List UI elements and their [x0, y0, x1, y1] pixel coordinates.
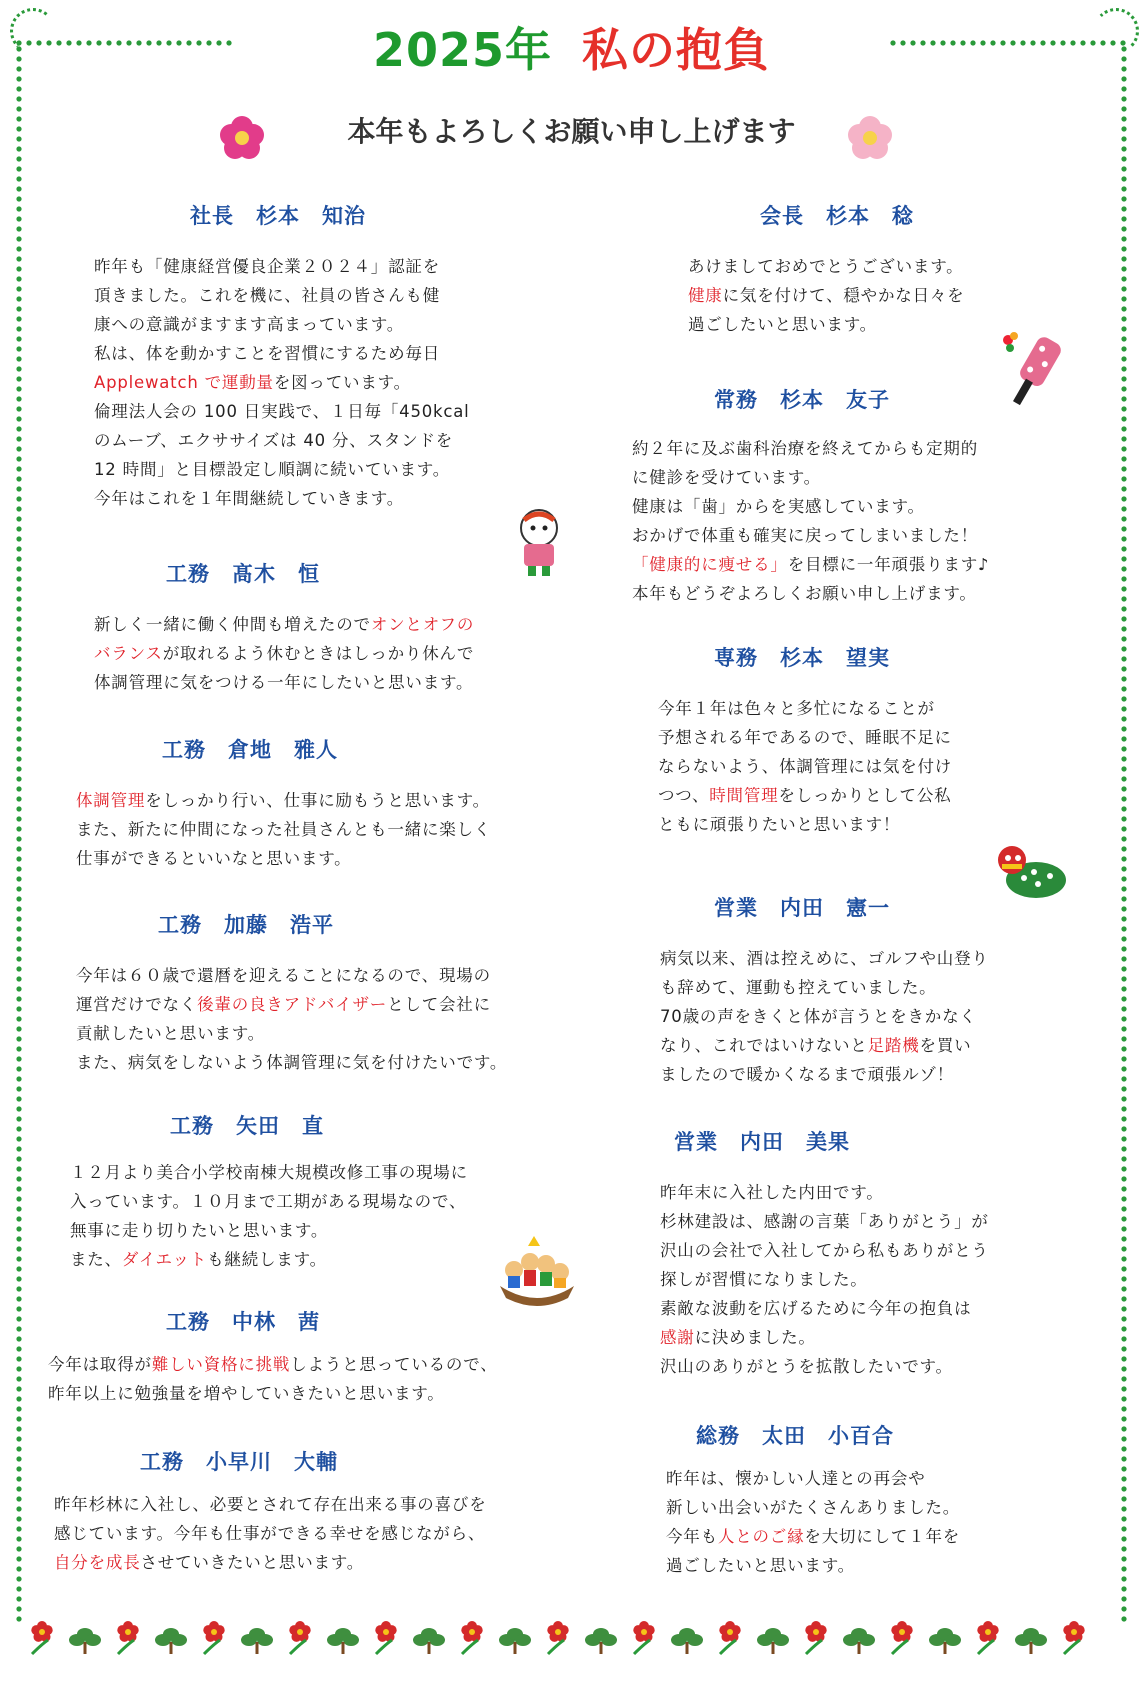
body-text: 体調管理に気をつける一年にしたいと思います。: [94, 673, 474, 692]
text-line: [660, 944, 989, 973]
text-line: [48, 1379, 498, 1408]
pine-sprig-icon: [413, 1628, 445, 1654]
body-text: １２月より美合小学校南棟大規模改修工事の現場に: [70, 1163, 468, 1182]
body-text: 12 時間」と目標設定し順調に続いています。: [94, 460, 451, 479]
text-line: [660, 1060, 989, 1089]
page-title: [0, 14, 1143, 80]
person-name: 工務 矢田 直: [170, 1114, 324, 1138]
text-line: [666, 1522, 960, 1551]
person-name: 工務 加藤 浩平: [158, 913, 334, 937]
kite-character-icon: [506, 506, 572, 578]
resolution-block: [658, 1126, 989, 1381]
text-line: [94, 639, 474, 668]
body-text: 入っています。１０月まで工期がある現場なので、: [70, 1192, 467, 1211]
body-text: なり、これではいけないと: [660, 1036, 868, 1055]
text-line: [660, 973, 989, 1002]
text-line: [94, 484, 470, 513]
text-line: [94, 310, 470, 339]
body-text: 今年も: [666, 1527, 718, 1546]
title-main: 私の抱負: [582, 23, 771, 77]
body-text: 今年１年は色々と多忙になることが: [658, 699, 935, 718]
text-line: [666, 1464, 960, 1493]
body-text: 昨年は、懐かしい人達との再会や: [666, 1469, 926, 1488]
plum-flower-icon: [203, 1621, 224, 1654]
text-line: [658, 752, 952, 781]
person-name: 工務 倉地 雅人: [162, 738, 338, 762]
lion-dance-icon: [994, 842, 1068, 902]
text-line: [48, 1350, 498, 1379]
plum-flower-icon: [31, 1621, 52, 1654]
text-line: [666, 1493, 960, 1522]
body-text: 病気以来、酒は控えめに、ゴルフや山登り: [660, 949, 989, 968]
resolution-text: [660, 944, 989, 1089]
body-text: も辞めて、運動も控えていました。: [660, 978, 937, 997]
resolution-text: [94, 252, 470, 513]
body-text: 頂きました。これを機に、社員の皆さんも健: [94, 286, 440, 305]
highlight-text: 健康: [688, 286, 723, 305]
body-text: 新しく一緒に働く仲間も増えたので: [94, 615, 371, 634]
plum-flower-icon: [633, 1621, 654, 1654]
pine-sprig-icon: [757, 1628, 789, 1654]
person-name: 専務 杉本 望実: [714, 646, 890, 670]
highlight-text: ダイエット: [121, 1250, 208, 1269]
body-text: 今年はこれを１年間継続していきます。: [94, 489, 405, 508]
body-text: 運営だけでなく: [76, 995, 198, 1014]
text-line: [76, 786, 491, 815]
plum-flower-icon: [719, 1621, 740, 1654]
plum-flower-icon: [805, 1621, 826, 1654]
text-line: [688, 252, 964, 281]
body-text: また、新たに仲間になった社員さんとも一緒に楽しく: [76, 820, 492, 839]
text-line: [94, 455, 470, 484]
text-line: [70, 1187, 468, 1216]
pine-sprig-icon: [327, 1628, 359, 1654]
body-text: として会社に: [387, 995, 491, 1014]
text-line: [632, 550, 989, 579]
highlight-text: 時間管理: [709, 786, 779, 805]
highlight-text: 足踏機: [867, 1036, 920, 1055]
highlight-text: オンとオフの: [370, 615, 475, 634]
text-line: [76, 1019, 507, 1048]
body-text: を買い: [919, 1036, 972, 1055]
body-text: 貢献したいと思います。: [76, 1024, 265, 1043]
resolution-text: [688, 252, 964, 339]
text-line: [632, 463, 989, 492]
body-text: を図っています。: [273, 373, 411, 392]
text-line: [660, 1352, 989, 1381]
body-text: も継続します。: [207, 1250, 327, 1269]
resolution-block: [688, 200, 964, 339]
text-line: [632, 434, 989, 463]
body-text: 昨年も「健康経営優良企業２０２４」認証を: [94, 257, 440, 276]
body-text: おかげで体重も確実に戻ってしまいました！: [632, 526, 978, 545]
resolution-block: [632, 384, 989, 608]
body-text: ならないよう、体調管理には気を付け: [658, 757, 953, 776]
body-text: つつ、: [658, 786, 710, 805]
hagoita-paddle-icon: [1000, 330, 1062, 410]
highlight-text: 体調管理: [76, 791, 146, 810]
highlight-text: 自分を成長: [54, 1553, 141, 1572]
text-line: [660, 1294, 989, 1323]
pine-sprig-icon: [1015, 1628, 1047, 1654]
resolution-block: [74, 909, 507, 1077]
person-name: 会長 杉本 稔: [760, 204, 914, 228]
text-line: [632, 492, 989, 521]
body-text: 沢山のありがとうを拡散したいです。: [660, 1357, 953, 1376]
text-line: [660, 1207, 989, 1236]
resolution-block: [48, 1306, 498, 1408]
resolution-block: [658, 892, 989, 1089]
pine-sprig-icon: [671, 1628, 703, 1654]
body-text: をしっかりとして公私: [778, 786, 952, 805]
body-text: 今年は６０歳で還暦を迎えることになるので、現場の: [76, 966, 491, 985]
resolution-text: [666, 1464, 960, 1580]
body-text: 感じています。今年も仕事ができる幸せを感じながら、: [54, 1524, 486, 1543]
plum-flower-icon: [461, 1621, 482, 1654]
resolution-block: [88, 200, 470, 513]
person-name: 総務 太田 小百合: [696, 1424, 894, 1448]
text-line: [76, 1048, 507, 1077]
text-line: [76, 990, 507, 1019]
highlight-text: Applewatch で運動量: [94, 373, 274, 392]
highlight-text: 後輩の良きアドバイザー: [197, 995, 388, 1014]
text-line: [70, 1216, 468, 1245]
text-line: [76, 815, 491, 844]
text-line: [632, 521, 989, 550]
body-text: ともに頑張りたいと思います！: [658, 815, 901, 834]
person-name: 営業 内田 憲一: [714, 896, 890, 920]
dotted-border-left: [16, 44, 22, 1624]
resolution-block: [54, 1446, 487, 1577]
body-text: 70歳の声をきくと体が言うとをきかなく: [660, 1007, 977, 1026]
body-text: 本年もどうぞよろしくお願い申し上げます。: [632, 584, 977, 603]
plum-flower-icon: [289, 1621, 310, 1654]
body-text: 仕事ができるといいなと思います。: [76, 849, 352, 868]
resolution-text: [632, 434, 989, 608]
plum-flower-icon: [1063, 1621, 1084, 1654]
plum-flower-icon: [848, 116, 892, 160]
text-line: [94, 426, 470, 455]
body-text: また、: [70, 1250, 122, 1269]
text-line: [94, 281, 470, 310]
text-line: [688, 281, 964, 310]
body-text: 沢山の会社で入社してから私もありがとう: [660, 1241, 989, 1260]
body-text: 昨年末に入社した内田です。: [660, 1183, 884, 1202]
body-text: 今年は取得が: [48, 1355, 152, 1374]
text-line: [658, 781, 952, 810]
resolution-block: [88, 558, 474, 697]
body-text: あけましておめでとうございます。: [688, 257, 964, 276]
body-text: させていきたいと思います。: [140, 1553, 365, 1572]
highlight-text: 「健康的に痩せる」: [632, 555, 788, 574]
body-text: を大切にして１年を: [804, 1527, 961, 1546]
body-text: 探しが習慣になりました。: [660, 1270, 868, 1289]
treasure-ship-icon: [494, 1232, 580, 1312]
resolution-block: [72, 734, 491, 873]
title-year: 2025年: [372, 23, 553, 77]
body-text: 健康は「歯」からを実感しています。: [632, 497, 925, 516]
person-name: 常務 杉本 友子: [714, 388, 890, 412]
resolution-text: [54, 1490, 487, 1577]
pine-sprig-icon: [69, 1628, 101, 1654]
text-line: [660, 1002, 989, 1031]
person-name: 工務 小早川 大輔: [140, 1450, 338, 1474]
text-line: [76, 844, 491, 873]
text-line: [658, 723, 952, 752]
resolution-text: [76, 786, 491, 873]
text-line: [660, 1265, 989, 1294]
text-line: [94, 610, 474, 639]
resolution-text: [48, 1350, 498, 1408]
plum-flower-icon: [977, 1621, 998, 1654]
body-text: 新しい出会いがたくさんありました。: [666, 1498, 961, 1517]
plum-flower-icon: [891, 1621, 912, 1654]
body-text: 康への意識がますます高まっています。: [94, 315, 405, 334]
body-text: 無事に走り切りたいと思います。: [70, 1221, 329, 1240]
body-text: 私は、体を動かすことを習慣にするため毎日: [94, 344, 440, 363]
pine-sprig-icon: [499, 1628, 531, 1654]
text-line: [94, 668, 474, 697]
body-text: 約２年に及ぶ歯科治療を終えてからも定期的: [632, 439, 978, 458]
resolution-block: [664, 1420, 960, 1580]
body-text: に健診を受けています。: [632, 468, 821, 487]
text-line: [54, 1519, 487, 1548]
resolution-text: [660, 1178, 989, 1381]
person-name: 工務 髙木 恒: [166, 562, 320, 586]
dotted-border-right: [1121, 44, 1127, 1624]
body-text: 昨年杉林に入社し、必要とされて存在出来る事の喜びを: [54, 1495, 487, 1514]
body-text: に気を付けて、穏やかな日々を: [722, 286, 965, 305]
pine-sprig-icon: [843, 1628, 875, 1654]
pine-sprig-icon: [241, 1628, 273, 1654]
body-text: また、病気をしないよう体調管理に気を付けたいです。: [76, 1053, 508, 1072]
body-text: 昨年以上に勉強量を増やしていきたいと思います。: [48, 1384, 445, 1403]
text-line: [94, 368, 470, 397]
resolution-text: [658, 694, 952, 839]
text-line: [94, 339, 470, 368]
person-name: 営業 内田 美果: [674, 1130, 850, 1154]
resolution-block: [658, 642, 952, 839]
text-line: [660, 1323, 989, 1352]
text-line: [94, 397, 470, 426]
plum-flower-icon: [375, 1621, 396, 1654]
subtitle: 本年もよろしくお願い申し上げます: [347, 115, 796, 148]
plum-flower-icon: [117, 1621, 138, 1654]
text-line: [658, 810, 952, 839]
plum-pine-border-decoration: [28, 1614, 1115, 1658]
body-text: をしっかり行い、仕事に励もうと思います。: [145, 791, 490, 810]
text-line: [632, 579, 989, 608]
body-text: 素敵な波動を広げるために今年の抱負は: [660, 1299, 972, 1318]
text-line: [666, 1551, 960, 1580]
pine-sprig-icon: [585, 1628, 617, 1654]
text-line: [660, 1236, 989, 1265]
highlight-text: 感謝: [660, 1328, 695, 1347]
resolution-block: [68, 1110, 468, 1274]
highlight-text: バランス: [94, 644, 163, 663]
body-text: 過ごしたいと思います。: [688, 315, 877, 334]
resolution-text: [94, 610, 474, 697]
highlight-text: 難しい資格に挑戦: [151, 1355, 291, 1374]
text-line: [688, 310, 964, 339]
text-line: [70, 1245, 468, 1274]
text-line: [70, 1158, 468, 1187]
text-line: [660, 1178, 989, 1207]
body-text: に決めました。: [694, 1328, 816, 1347]
text-line: [76, 961, 507, 990]
body-text: を目標に一年頑張ります♪: [787, 555, 990, 574]
body-text: 予想される年であるので、睡眠不足に: [658, 728, 952, 747]
body-text: 杉林建設は、感謝の言葉「ありがとう」が: [660, 1212, 989, 1231]
resolution-text: [76, 961, 507, 1077]
text-line: [660, 1031, 989, 1060]
text-line: [54, 1490, 487, 1519]
body-text: 倫理法人会の 100 日実践で、１日毎「450kcal: [94, 402, 470, 421]
body-text: ましたので暖かくなるまで頑張ルゾ！: [660, 1065, 955, 1084]
body-text: が取れるよう休むときはしっかり休んで: [162, 644, 475, 663]
body-text: しようと思っているので、: [290, 1355, 498, 1374]
person-name: 社長 杉本 知治: [190, 204, 366, 228]
plum-flower-icon: [547, 1621, 568, 1654]
person-name: 工務 中林 茜: [166, 1310, 320, 1334]
text-line: [54, 1548, 487, 1577]
pine-sprig-icon: [155, 1628, 187, 1654]
resolution-text: [70, 1158, 468, 1274]
text-line: [658, 694, 952, 723]
pine-sprig-icon: [929, 1628, 961, 1654]
text-line: [94, 252, 470, 281]
body-text: のムーブ、エクササイズは 40 分、スタンドを: [94, 431, 454, 450]
body-text: 過ごしたいと思います。: [666, 1556, 855, 1575]
highlight-text: 人とのご縁: [717, 1527, 805, 1546]
